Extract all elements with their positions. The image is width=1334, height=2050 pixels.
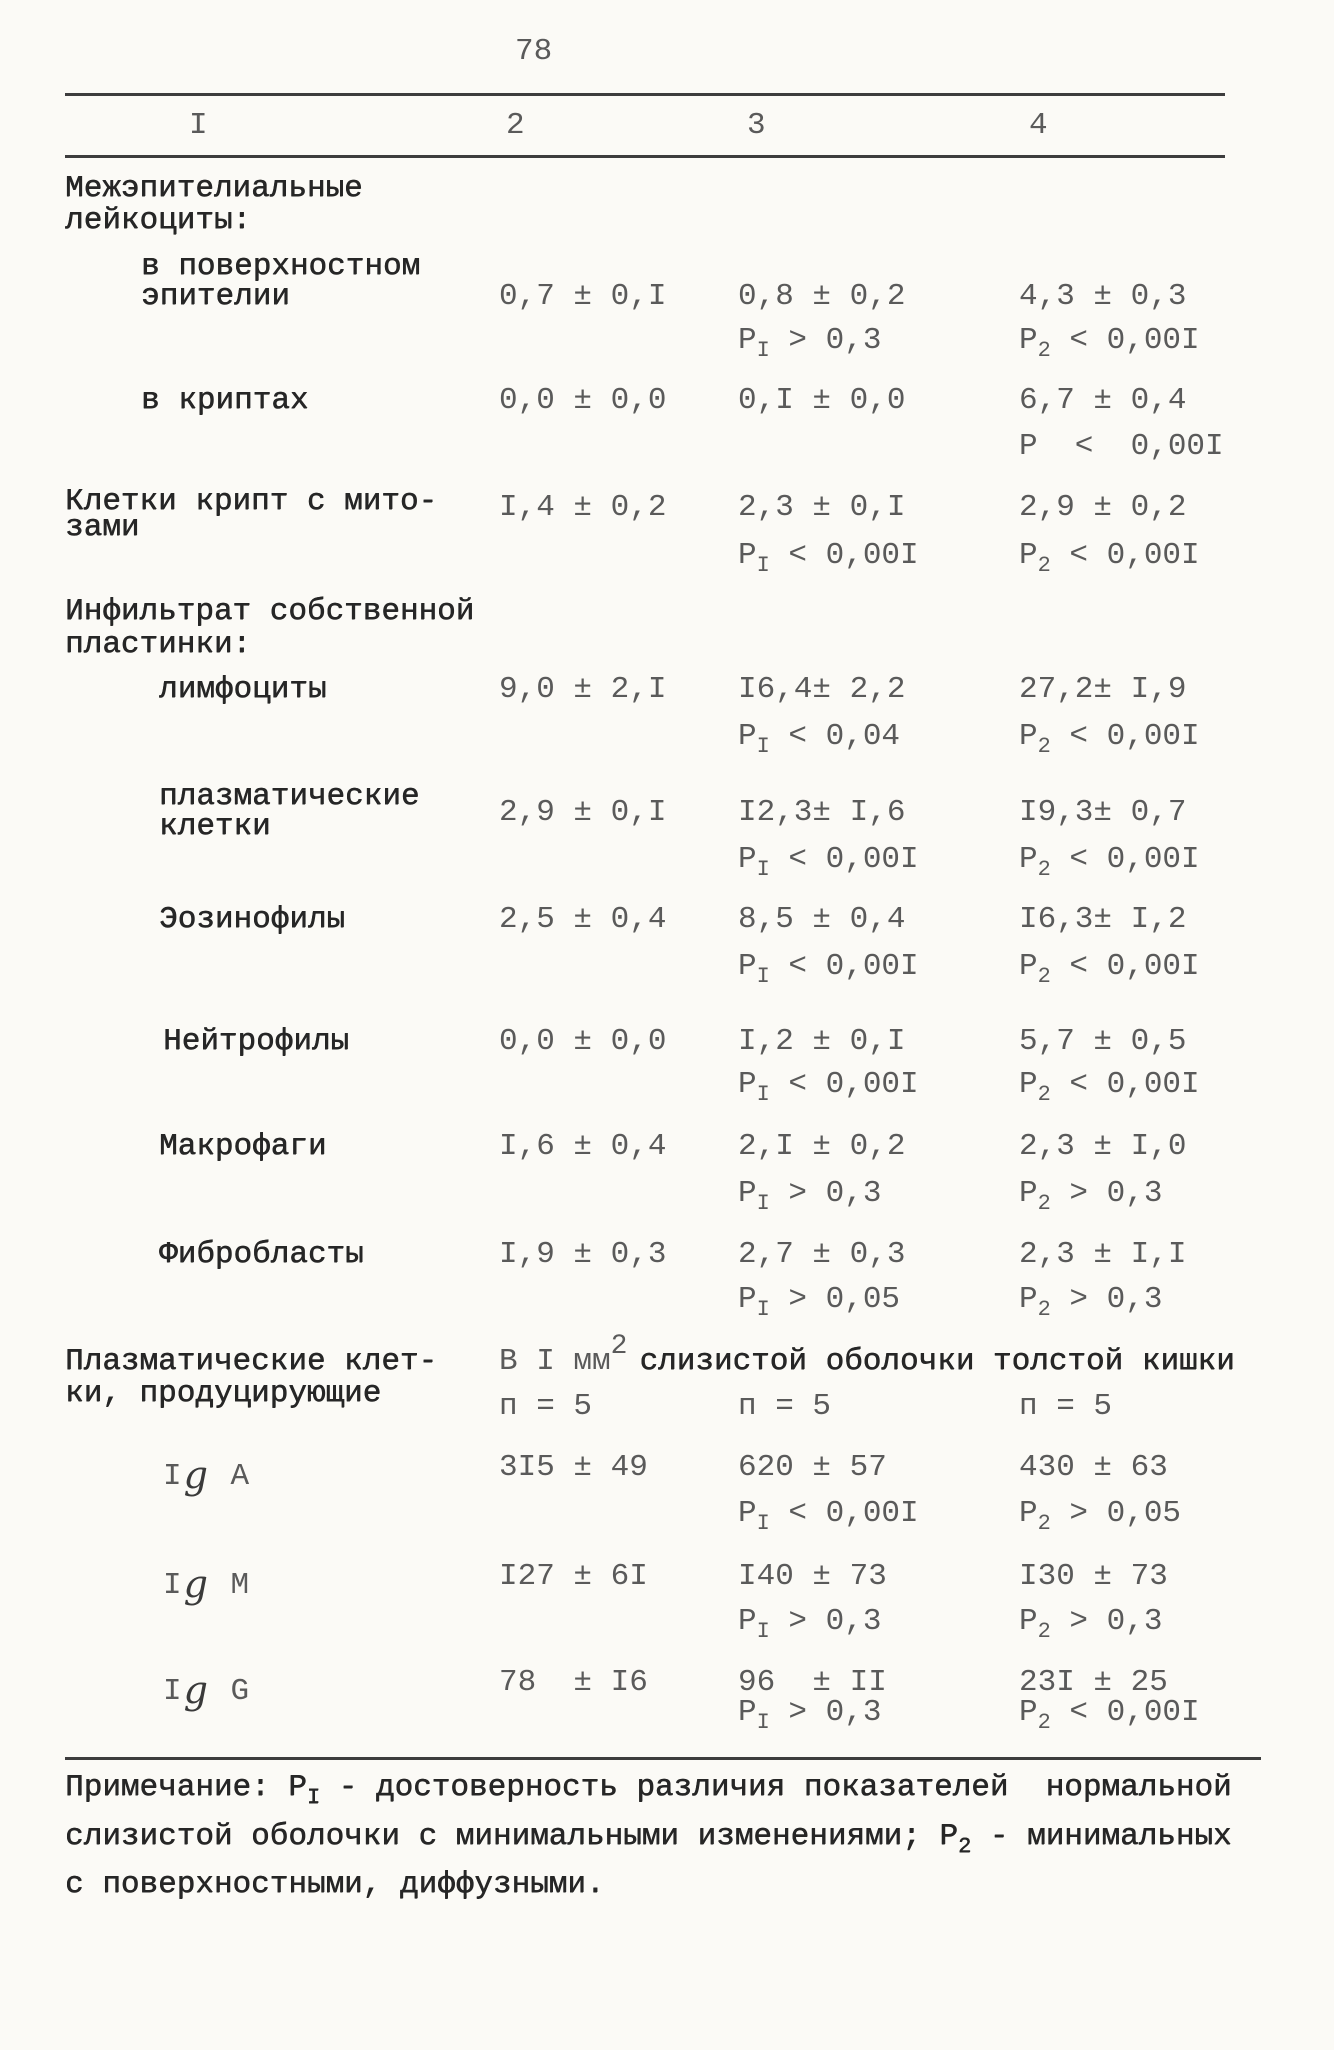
surface-epithelium-label-line2: эпителии [141,279,290,314]
note-line3: с поверхностными, диффузными. [65,1867,605,1902]
macrophages-col3-p-value [738,1176,882,1216]
unit-caption [499,1331,1235,1379]
iga-col4-p-value [1019,1496,1182,1536]
igm-col2-value: I27 ± 6I [499,1559,648,1594]
p-subscript: I [756,734,770,759]
neutrophils-col3-value: I,2 ± 0,I [738,1024,906,1059]
mitosis-cells-col2-value: I,4 ± 0,2 [499,490,667,525]
igm-col4-p-value [1019,1604,1163,1644]
handwritten-g: g [183,1562,208,1606]
ig-prefix: I [163,1459,182,1494]
p-subscript: 2 [1037,1297,1051,1322]
macrophages-label: Макрофаги [159,1129,327,1164]
plasma-cells-col3-value: I2,3± I,6 [738,795,906,830]
handwritten-g: g [183,1668,208,1712]
page-number: 78 [515,34,553,69]
eosinophils-label: Эозинофилы [159,902,346,937]
mitosis-cells-label-line2: зами [65,510,140,545]
plasma-cells-label-line1: плазматические [159,779,420,814]
p-subscript: 2 [1037,1710,1051,1735]
igg-col4-value: 23I ± 25 [1019,1665,1168,1700]
p-symbol: P [1019,538,1038,573]
plasma-cells-col2-value: 2,9 ± 0,I [499,795,667,830]
header-col3: 3 [747,108,766,143]
p-symbol: P [738,323,757,358]
macrophages-col4-p-value [1019,1176,1163,1216]
p-symbol: P [1019,949,1038,984]
crypts-col3-value: 0,I ± 0,0 [738,383,906,418]
producing-heading-line2: ки, продуцирующие [65,1376,382,1411]
p-subscript: I [756,1511,770,1536]
note-label: Примечание: [65,1770,289,1805]
p-symbol: P [738,538,757,573]
igg-label [163,1667,250,1712]
p-symbol: P [1019,1067,1038,1102]
unit-caption-superscript: 2 [610,1331,628,1362]
igg-col3-value: 96 ± II [738,1665,887,1700]
surface-epithelium-col3-value: 0,8 ± 0,2 [738,279,906,314]
p-subscript: 2 [1037,964,1051,989]
p-subscript: 2 [1037,1511,1051,1536]
p-comparison: > 0,3 [769,323,882,358]
table-top-rule [65,93,1225,96]
mitosis-cells-label-line1: Клетки крипт с мито- [65,484,438,519]
p-comparison: < 0,00I [769,538,919,573]
p-comparison: > 0,3 [1050,1604,1163,1639]
igg-col2-value: 78 ± I6 [499,1665,648,1700]
crypts-col4-p-value: P < 0,00I [1019,429,1224,464]
p-subscript: I [756,338,770,363]
neutrophils-col3-p-value [738,1067,919,1107]
plasma-cells-col4-p-value [1019,842,1200,882]
surface-epithelium-col4-p-value [1019,323,1200,363]
surface-epithelium-col3-p-value [738,323,882,363]
infiltrate-heading-line2: пластинки: [65,627,252,662]
p-symbol: P [738,1695,757,1730]
unit-caption-text: слизистой оболочки толстой кишки [639,1344,1235,1379]
p-symbol: P [1019,1176,1038,1211]
leukocytes-heading-line1: Межэпителиальные [65,171,363,206]
p-comparison: > 0,05 [1050,1496,1182,1531]
p-comparison: < 0,00I [1050,323,1200,358]
mitosis-cells-col3-p-value [738,538,919,578]
mitosis-cells-col3-value: 2,3 ± 0,I [738,490,906,525]
fibroblasts-col4-p-value [1019,1282,1163,1322]
crypts-col2-value: 0,0 ± 0,0 [499,383,667,418]
ig-prefix: I [163,1674,182,1709]
p-subscript: I [756,1297,770,1322]
leukocytes-heading-line2: лейкоциты: [65,203,252,238]
surface-epithelium-col4-value: 4,3 ± 0,3 [1019,279,1187,314]
fibroblasts-col4-value: 2,3 ± I,I [1019,1237,1187,1272]
header-col4: 4 [1029,108,1048,143]
ig-prefix: I [163,1568,182,1603]
macrophages-col3-value: 2,I ± 0,2 [738,1129,906,1164]
eosinophils-col4-p-value [1019,949,1200,989]
p-symbol: P [738,1282,757,1317]
eosinophils-col3-p-value [738,949,919,989]
infiltrate-heading-line1: Инфильтрат собственной [65,594,475,629]
lymphocytes-label: лимфоциты [159,672,327,707]
p-subscript: I [756,1191,770,1216]
p-comparison: < 0,00I [1050,1695,1200,1730]
note-line1 [65,1770,1232,1810]
p-subscript: I [756,1082,770,1107]
p-subscript: I [756,1619,770,1644]
p-comparison: < 0,00I [1050,719,1200,754]
p-symbol: P [1019,1496,1038,1531]
p-symbol: P [738,1176,757,1211]
p-comparison: < 0,00I [1050,538,1200,573]
igm-label [163,1561,250,1606]
p-symbol: P [738,719,757,754]
p-subscript: 2 [1037,338,1051,363]
p-comparison: < 0,00I [769,842,919,877]
sample-size-col3: п = 5 [738,1389,832,1424]
p-symbol: P [288,1770,307,1805]
iga-col2-value: 3I5 ± 49 [499,1450,648,1485]
p-symbol: P [738,842,757,877]
fibroblasts-col3-p-value [738,1282,901,1322]
header-col2: 2 [506,108,525,143]
neutrophils-col2-value: 0,0 ± 0,0 [499,1024,667,1059]
igm-col3-value: I40 ± 73 [738,1559,887,1594]
table-bottom-rule [65,1757,1261,1760]
plasma-cells-col3-p-value [738,842,919,882]
neutrophils-col4-p-value [1019,1067,1200,1107]
eosinophils-col3-value: 8,5 ± 0,4 [738,902,906,937]
p-comparison: < 0,00I [769,949,919,984]
neutrophils-label: Нейтрофилы [163,1024,350,1059]
producing-heading-line1: Плазматические клет- [65,1344,438,1379]
p-symbol: P [738,1067,757,1102]
p-comparison: < 0,00I [769,1067,919,1102]
lymphocytes-col2-value: 9,0 ± 2,I [499,672,667,707]
igg-col4-p-value [1019,1695,1200,1735]
iga-col3-p-value [738,1496,919,1536]
eosinophils-col4-value: I6,3± I,2 [1019,902,1187,937]
lymphocytes-col3-value: I6,4± 2,2 [738,672,906,707]
p-comparison: > 0,3 [1050,1282,1163,1317]
p-comparison: > 0,3 [769,1604,882,1639]
iga-col4-value: 430 ± 63 [1019,1450,1168,1485]
p-subscript: I [756,964,770,989]
p-comparison: < 0,00I [1050,842,1200,877]
lymphocytes-col4-value: 27,2± I,9 [1019,672,1187,707]
p-subscript: 2 [1037,1082,1051,1107]
p-subscript: 2 [1037,553,1051,578]
igm-col4-value: I30 ± 73 [1019,1559,1168,1594]
note-line2 [65,1819,1232,1859]
eosinophils-col2-value: 2,5 ± 0,4 [499,902,667,937]
header-bottom-rule [65,155,1225,158]
header-col1: I [189,108,208,143]
p-symbol: P [738,1496,757,1531]
p-subscript: 2 [1037,857,1051,882]
p-symbol: P [939,1819,958,1854]
p-subscript: 2 [1037,1191,1051,1216]
ig-class: A [211,1459,250,1494]
note-text: - минимальных [971,1819,1232,1854]
p-subscript: 2 [1037,1619,1051,1644]
p-symbol: P [1019,1604,1038,1639]
p-comparison: > 0,3 [1050,1176,1163,1211]
mitosis-cells-col4-value: 2,9 ± 0,2 [1019,490,1187,525]
iga-label [163,1452,250,1497]
p-comparison: < 0,00I [769,1496,919,1531]
p-comparison: > 0,3 [769,1695,882,1730]
p-subscript: 2 [1037,734,1051,759]
fibroblasts-label: Фибробласты [159,1237,364,1272]
crypts-col4-value: 6,7 ± 0,4 [1019,383,1187,418]
igg-col3-p-value [738,1695,882,1735]
plasma-cells-label-line2: клетки [159,809,271,844]
lymphocytes-col4-p-value [1019,719,1200,759]
macrophages-col4-value: 2,3 ± I,0 [1019,1129,1187,1164]
ig-class: M [211,1568,250,1603]
p-subscript: I [756,1710,770,1735]
lymphocytes-col3-p-value [738,719,901,759]
p-symbol: P [1019,1282,1038,1317]
plasma-cells-col4-value: I9,3± 0,7 [1019,795,1187,830]
crypts-label: в криптах [141,383,309,418]
p-subscript: I [756,857,770,882]
surface-epithelium-col2-value: 0,7 ± 0,I [499,279,667,314]
handwritten-g: g [183,1453,208,1497]
iga-col3-value: 620 ± 57 [738,1450,887,1485]
fibroblasts-col2-value: I,9 ± 0,3 [499,1237,667,1272]
ig-class: G [211,1674,250,1709]
macrophages-col2-value: I,6 ± 0,4 [499,1129,667,1164]
p-comparison: > 0,05 [769,1282,901,1317]
fibroblasts-col3-value: 2,7 ± 0,3 [738,1237,906,1272]
p-comparison: < 0,04 [769,719,901,754]
neutrophils-col4-value: 5,7 ± 0,5 [1019,1024,1187,1059]
p-symbol: P [1019,1695,1038,1730]
p-subscript: I [756,553,770,578]
note-text: - достоверность различия показателей нормальной [320,1770,1232,1805]
p-symbol: P [738,949,757,984]
surface-epithelium-label-line1: в поверхностном [141,249,421,284]
mitosis-cells-col4-p-value [1019,538,1200,578]
p-symbol: P [1019,842,1038,877]
p-symbol: P [738,1604,757,1639]
p-subscript: I [306,1785,321,1810]
sample-size-col4: п = 5 [1019,1389,1113,1424]
p-comparison: < 0,00I [1050,1067,1200,1102]
p-subscript: 2 [957,1834,972,1859]
note-text: слизистой оболочки с минимальными изменениями; [65,1819,940,1854]
p-symbol: P [1019,323,1038,358]
p-symbol: P [1019,719,1038,754]
unit-caption-prefix: В I мм [499,1344,611,1379]
sample-size-col2: п = 5 [499,1389,593,1424]
igm-col3-p-value [738,1604,882,1644]
p-comparison: < 0,00I [1050,949,1200,984]
p-comparison: > 0,3 [769,1176,882,1211]
